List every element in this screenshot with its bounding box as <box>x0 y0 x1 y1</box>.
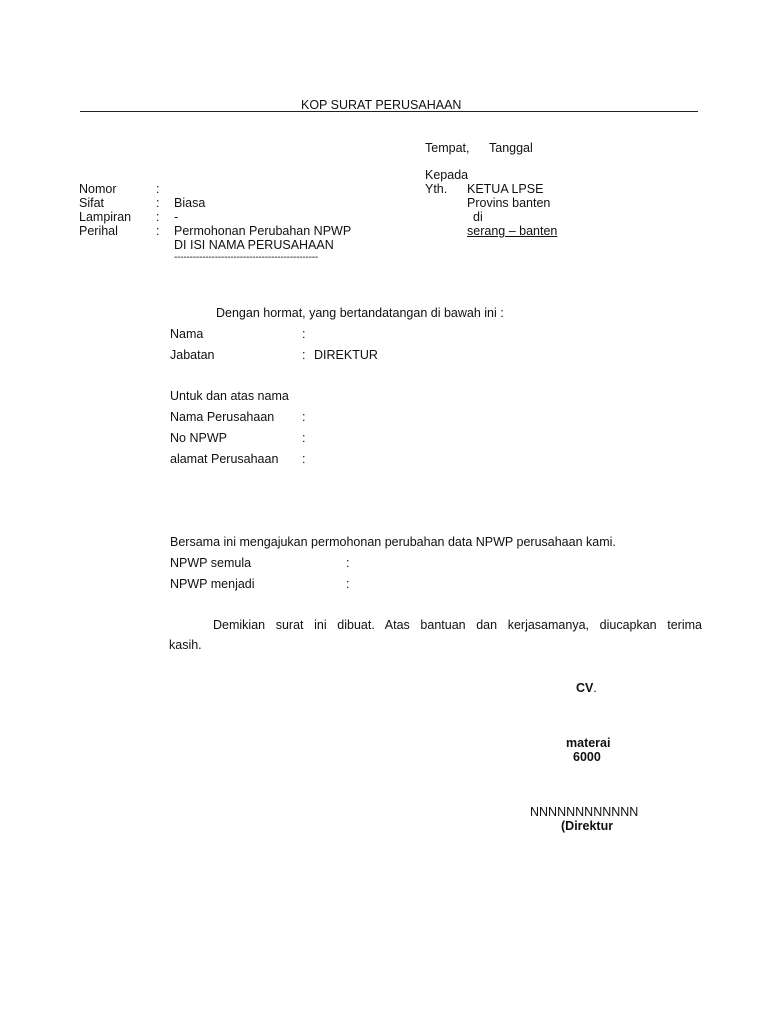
meta-perihal-dashes: ---------------------------------------------- <box>174 252 318 263</box>
alamat-perusahaan-label: alamat Perusahaan <box>170 452 279 466</box>
materai-label: materai <box>566 736 611 750</box>
no-npwp-label: No NPWP <box>170 431 227 445</box>
untuk-atas-nama: Untuk dan atas nama <box>170 389 289 403</box>
recipient-line-3: di <box>473 210 483 224</box>
meta-sifat-colon: : <box>156 196 160 210</box>
nama-colon: : <box>302 327 306 341</box>
signature-company-name: CV <box>576 681 594 695</box>
meta-perihal-colon: : <box>156 224 160 238</box>
npwp-menjadi-label: NPWP menjadi <box>170 577 255 591</box>
recipient-kepada: Kepada <box>425 168 469 182</box>
date-label: Tanggal <box>489 141 533 155</box>
jabatan-label: Jabatan <box>170 348 215 362</box>
meta-lampiran-colon: : <box>156 210 160 224</box>
meta-perihal-value-1: Permohonan Perubahan NPWP <box>174 224 352 238</box>
meta-perihal-value-2: DI ISI NAMA PERUSAHAAN <box>174 238 334 252</box>
meta-nomor-colon: : <box>156 182 160 196</box>
recipient-line-4: serang – banten <box>467 224 558 238</box>
recipient-line-1: KETUA LPSE <box>467 182 544 196</box>
recipient-yth: Yth. <box>425 182 448 196</box>
header-divider <box>80 111 698 112</box>
signatory-name: NNNNNNNNNNNN <box>530 805 639 819</box>
nama-label: Nama <box>170 327 204 341</box>
npwp-semula-colon: : <box>346 556 350 570</box>
no-npwp-colon: : <box>302 431 306 445</box>
nama-perusahaan-label: Nama Perusahaan <box>170 410 275 424</box>
letterhead-title: KOP SURAT PERUSAHAAN <box>301 98 462 112</box>
meta-perihal-label: Perihal <box>79 224 118 238</box>
closing-line-1: Demikian surat ini dibuat. Atas bantuan dan kerjasamanya, diucapkan terima <box>213 618 702 632</box>
meta-lampiran-label: Lampiran <box>79 210 132 224</box>
recipient-line-2: Provins banten <box>467 196 551 210</box>
npwp-semula-label: NPWP semula <box>170 556 252 570</box>
closing-line-2: kasih. <box>169 638 202 652</box>
meta-nomor-label: Nomor <box>79 182 117 196</box>
meta-sifat-label: Sifat <box>79 196 105 210</box>
signature-company <box>576 681 597 695</box>
greeting: Dengan hormat, yang bertandatangan di bawah ini : <box>216 306 504 320</box>
meta-sifat-value: Biasa <box>174 196 206 210</box>
materai-value: 6000 <box>573 750 601 764</box>
jabatan-colon: : <box>302 348 306 362</box>
npwp-menjadi-colon: : <box>346 577 350 591</box>
meta-lampiran-value: - <box>174 210 179 224</box>
signatory-title: (Direktur <box>561 819 614 833</box>
alamat-perusahaan-colon: : <box>302 452 306 466</box>
pengajuan-sentence: Bersama ini mengajukan permohonan perubahan data NPWP perusahaan kami. <box>170 535 616 549</box>
signature-company-dot: . <box>593 681 597 695</box>
place-label: Tempat, <box>425 141 470 155</box>
nama-perusahaan-colon: : <box>302 410 306 424</box>
jabatan-value: DIREKTUR <box>314 348 378 362</box>
